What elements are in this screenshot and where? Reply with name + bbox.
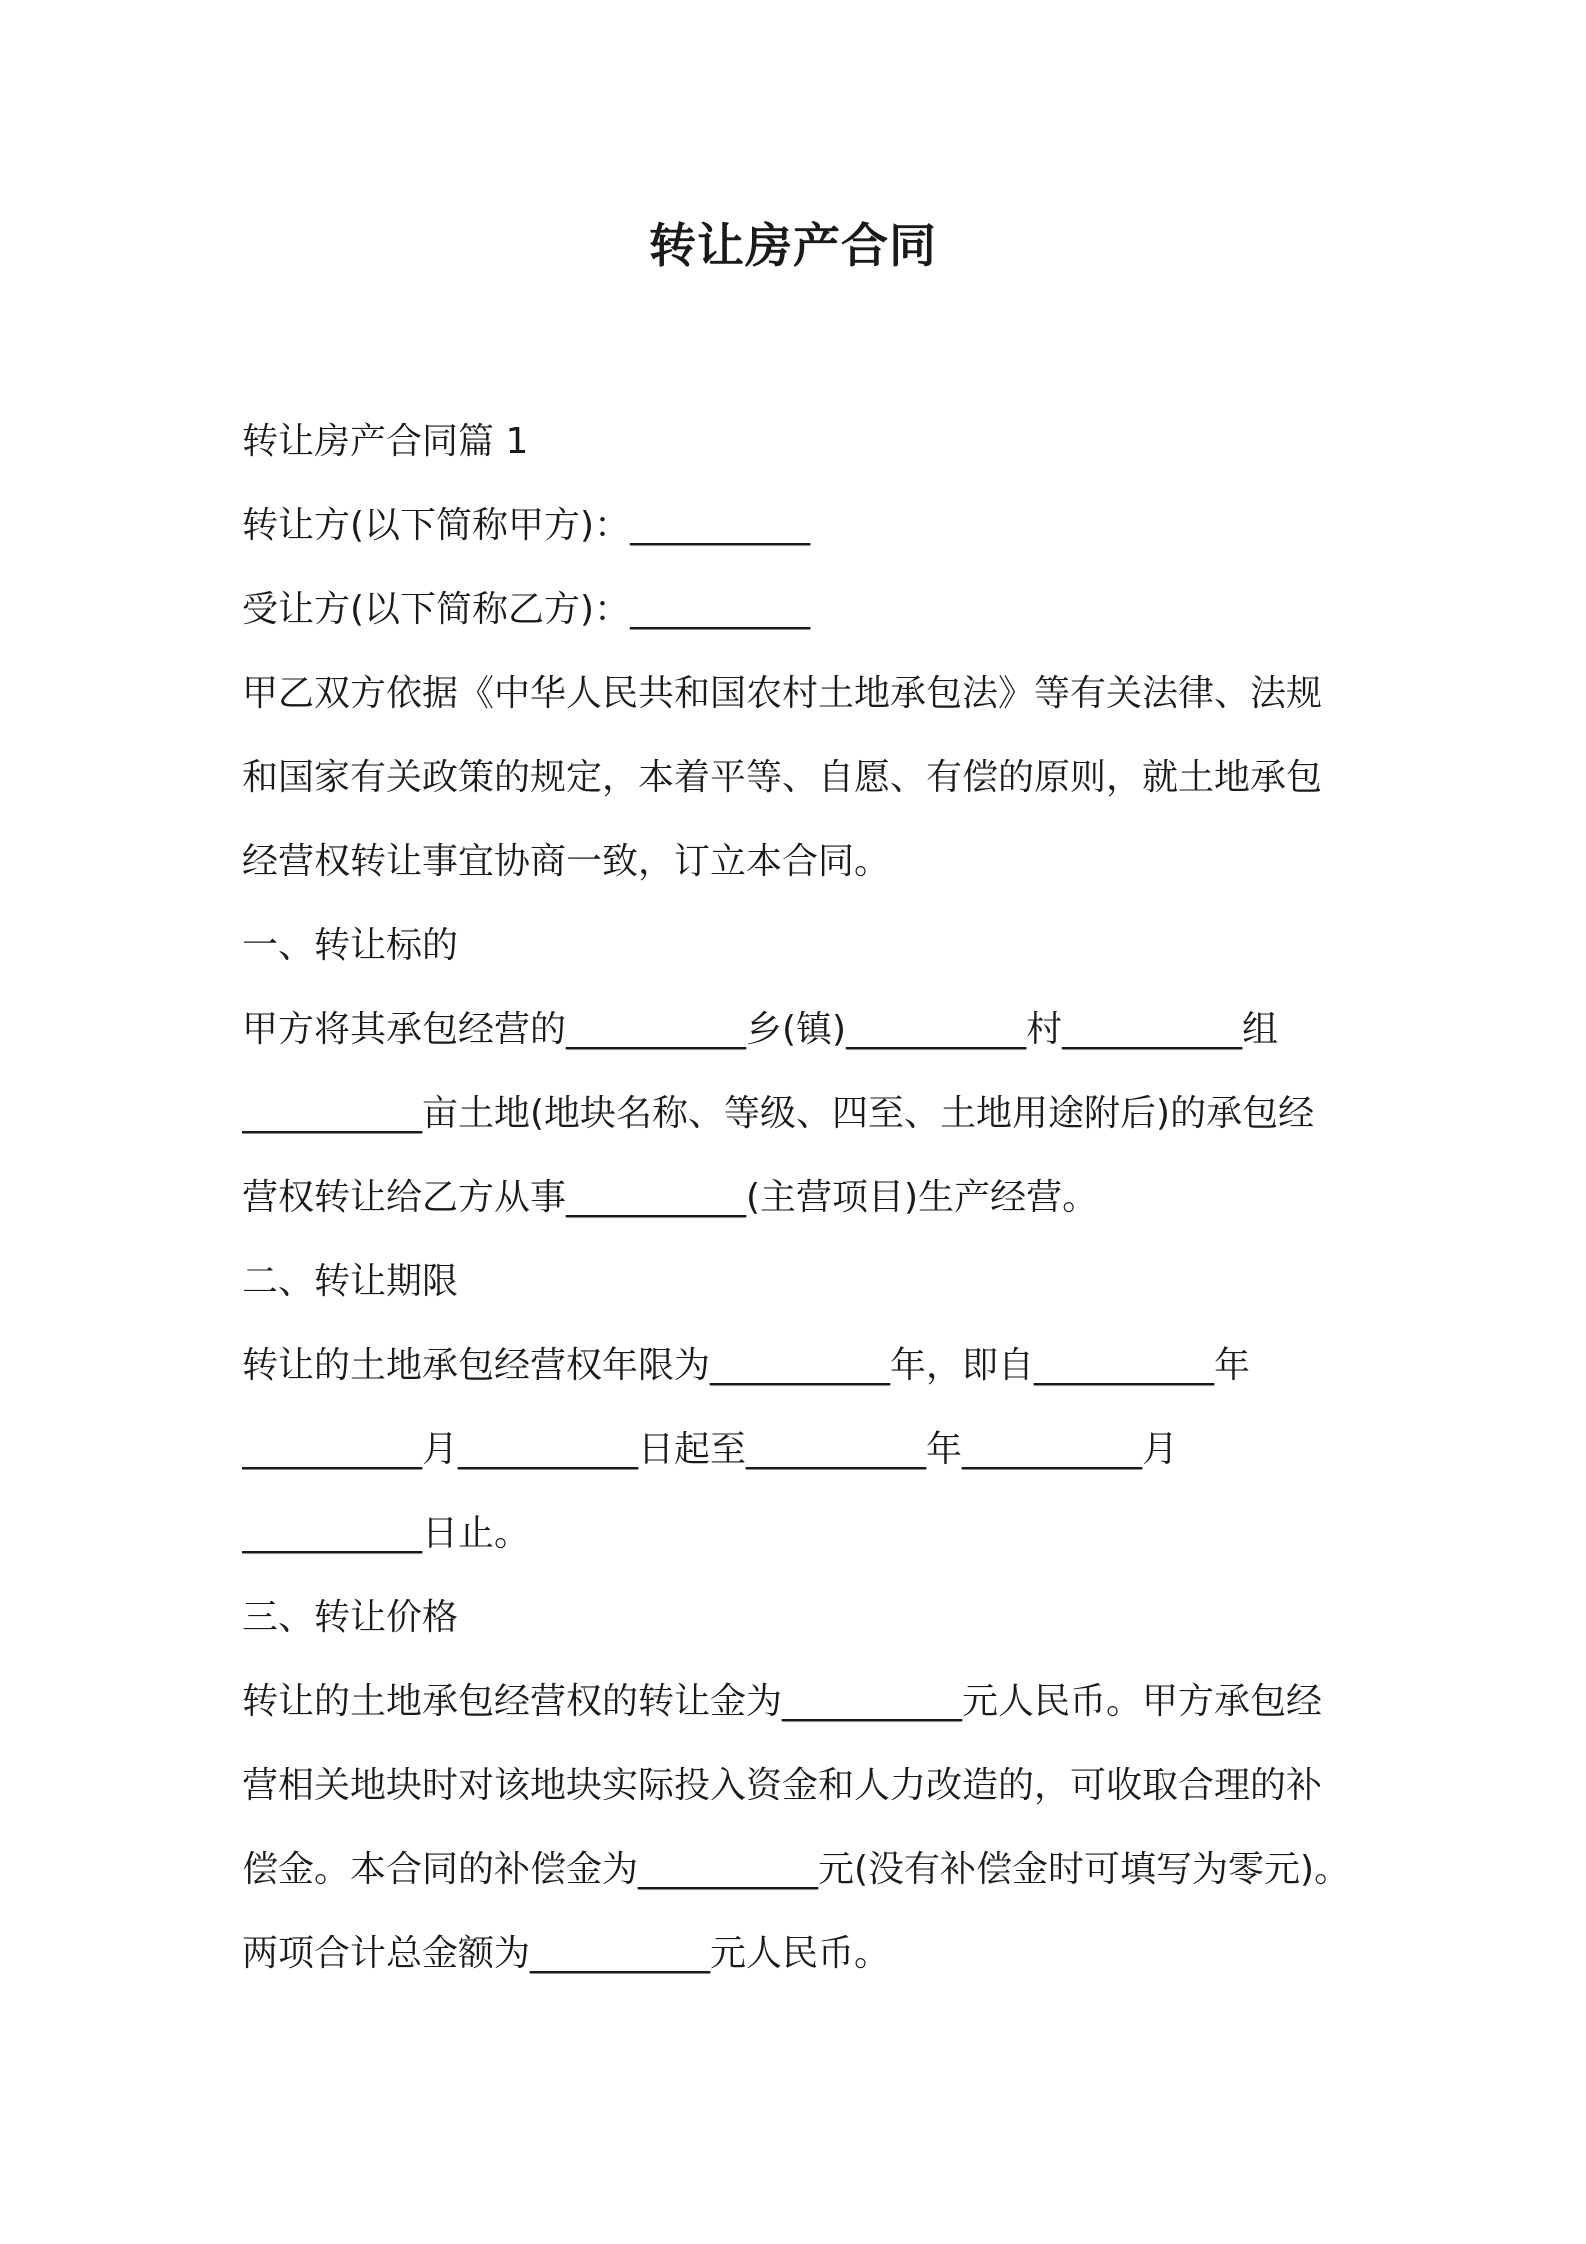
clause-heading-price: 三、转让价格	[242, 1597, 459, 1638]
transferee-line: 受让方(以下简称乙方)：__________	[242, 589, 811, 630]
clause-text-line: 两项合计总金额为__________元人民币。	[242, 1933, 891, 1974]
clause-heading-term: 二、转让期限	[242, 1261, 459, 1302]
clause-text-line: __________月__________日起至__________年__________月	[242, 1429, 1179, 1470]
clause-text-line: 营权转让给乙方从事__________(主营项目)生产经营。	[242, 1177, 1099, 1218]
section-heading-part-1: 转让房产合同篇 1	[242, 421, 529, 462]
transferor-line: 转让方(以下简称甲方)：__________	[242, 505, 811, 546]
document-body	[242, 400, 1357, 1996]
clause-text-line: __________日止。	[242, 1513, 531, 1554]
clause-heading-subject: 一、转让标的	[242, 925, 459, 966]
clause-text-line: 转让的土地承包经营权年限为__________年，即自__________年	[242, 1345, 1251, 1386]
preamble-line: 经营权转让事宜协商一致，订立本合同。	[242, 841, 891, 882]
preamble-line: 甲乙双方依据《中华人民共和国农村土地承包法》等有关法律、法规	[242, 673, 1323, 714]
clause-text-line: 甲方将其承包经营的__________乡(镇)__________村__________组	[242, 1009, 1279, 1050]
document-title: 转让房产合同	[649, 219, 937, 274]
clause-text-line: 偿金。本合同的补偿金为__________元(没有补偿金时可填写为零元)。	[242, 1849, 1351, 1890]
clause-text-line: 营相关地块时对该地块实际投入资金和人力改造的，可收取合理的补	[242, 1765, 1323, 1806]
clause-text-line: __________亩土地(地块名称、等级、四至、土地用途附后)的承包经	[242, 1093, 1315, 1134]
clause-text-line: 转让的土地承包经营权的转让金为__________元人民币。甲方承包经	[242, 1681, 1323, 1722]
preamble-line: 和国家有关政策的规定，本着平等、自愿、有偿的原则，就土地承包	[242, 757, 1323, 798]
